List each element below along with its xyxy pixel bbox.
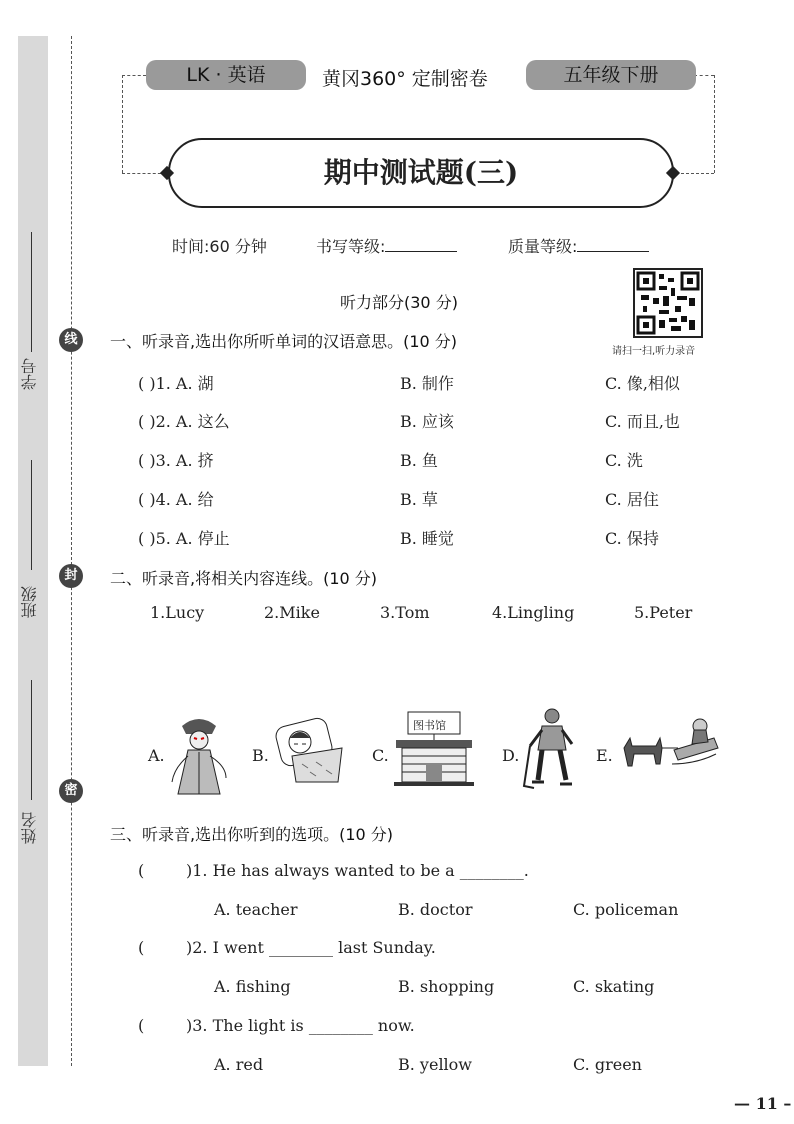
section3-q1: )1. He has always wanted to be a ________. <box>186 861 529 880</box>
sleeping-girl-picture[interactable] <box>272 712 346 792</box>
section3-q3-c[interactable]: C. green <box>573 1055 642 1074</box>
binding-strip <box>18 36 48 1066</box>
subject-badge: LK · 英语 <box>146 60 306 90</box>
class-label: 班级 <box>20 586 39 618</box>
section1-item-3-b: B. 鱼 <box>400 451 438 470</box>
section1-item-3-c: C. 洗 <box>605 451 643 470</box>
section3-q2-paren: ( <box>138 938 145 957</box>
seal-dashed-line <box>71 36 72 1066</box>
section1-item-4-c: C. 居住 <box>605 490 659 509</box>
seal-line-mark: 线 <box>59 328 83 352</box>
library-sign: 图书馆 <box>413 719 446 732</box>
section1-item-4: ( )4. A. 给 <box>138 490 214 509</box>
title-dash-right <box>676 173 714 174</box>
name-peter[interactable]: 5.Peter <box>634 603 693 622</box>
header-vdash-right <box>714 75 715 173</box>
section1-item-2-b: B. 应该 <box>400 412 454 431</box>
section1-item-4-b: B. 草 <box>400 490 438 509</box>
seal-seal-mark: 封 <box>59 564 83 588</box>
quality-grade <box>508 234 649 257</box>
section3-q3: )3. The light is ________ now. <box>186 1016 415 1035</box>
picture-c-label: C. <box>372 746 389 765</box>
name-line <box>31 680 32 800</box>
dog-sled-picture[interactable] <box>616 708 720 788</box>
qr-code-icon[interactable] <box>633 268 703 338</box>
section1-heading: 一、听录音,选出你所听单词的汉语意思。(10 分) <box>110 332 458 351</box>
section3-q2: )2. I went ________ last Sunday. <box>186 938 436 957</box>
name-lucy[interactable]: 1.Lucy <box>150 603 205 622</box>
section1-item-5: ( )5. A. 停止 <box>138 529 230 548</box>
header-dash-right <box>694 75 714 76</box>
section1-item-1: ( )1. A. 湖 <box>138 374 214 393</box>
exam-time: 时间:60 分钟 <box>172 237 267 256</box>
writing-grade <box>316 234 457 257</box>
name-mike[interactable]: 2.Mike <box>264 603 320 622</box>
section1-item-2: ( )2. A. 这么 <box>138 412 230 431</box>
section1-item-5-c: C. 保持 <box>605 529 659 548</box>
page-title: 期中测试题(三) <box>323 156 519 189</box>
section1-item-5-b: B. 睡觉 <box>400 529 454 548</box>
grade-badge: 五年级下册 <box>526 60 696 90</box>
quality-grade-blank[interactable] <box>577 237 649 252</box>
section3-q2-c[interactable]: C. skating <box>573 977 655 996</box>
section1-item-3: ( )3. A. 挤 <box>138 451 214 470</box>
peking-opera-picture[interactable] <box>168 712 230 792</box>
picture-d-label: D. <box>502 746 520 765</box>
student-no-label: 学号 <box>20 358 39 390</box>
student-no-line <box>31 232 32 352</box>
library-picture[interactable] <box>392 708 476 788</box>
section3-q1-c[interactable]: C. policeman <box>573 900 679 919</box>
section3-q3-paren: ( <box>138 1016 145 1035</box>
section1-item-2-c: C. 而且,也 <box>605 412 680 431</box>
section3-q2-a[interactable]: A. fishing <box>214 977 291 996</box>
picture-a-label: A. <box>148 746 165 765</box>
qr-caption: 请扫一扫,听力录音 <box>612 346 696 357</box>
section3-q1-b[interactable]: B. doctor <box>398 900 473 919</box>
listening-heading: 听力部分(30 分) <box>340 293 458 312</box>
section3-q3-b[interactable]: B. yellow <box>398 1055 472 1074</box>
section3-q1-paren: ( <box>138 861 145 880</box>
section1-item-1-b: B. 制作 <box>400 374 454 393</box>
seal-close-mark: 密 <box>59 779 83 803</box>
writing-grade-blank[interactable] <box>385 237 457 252</box>
quality-grade-label: 质量等级: <box>508 237 578 256</box>
name-label: 姓名 <box>20 812 39 844</box>
series-title: 黄冈360° 定制密卷 <box>322 68 488 90</box>
section2-heading: 二、听录音,将相关内容连线。(10 分) <box>110 569 378 588</box>
page-number: — 11 – <box>734 1094 792 1113</box>
section3-q3-a[interactable]: A. red <box>214 1055 264 1074</box>
picture-b-label: B. <box>252 746 269 765</box>
section3-heading: 三、听录音,选出你听到的选项。(10 分) <box>110 825 394 844</box>
header-vdash-left <box>122 75 123 173</box>
section1-item-1-c: C. 像,相似 <box>605 374 680 393</box>
header-dash-left <box>122 75 146 76</box>
section3-q1-a[interactable]: A. teacher <box>214 900 298 919</box>
name-tom[interactable]: 3.Tom <box>380 603 430 622</box>
name-lingling[interactable]: 4.Lingling <box>492 603 575 622</box>
class-line <box>31 460 32 570</box>
section3-q2-b[interactable]: B. shopping <box>398 977 495 996</box>
hockey-player-picture[interactable] <box>520 706 580 786</box>
picture-e-label: E. <box>596 746 613 765</box>
writing-grade-label: 书写等级: <box>316 237 386 256</box>
